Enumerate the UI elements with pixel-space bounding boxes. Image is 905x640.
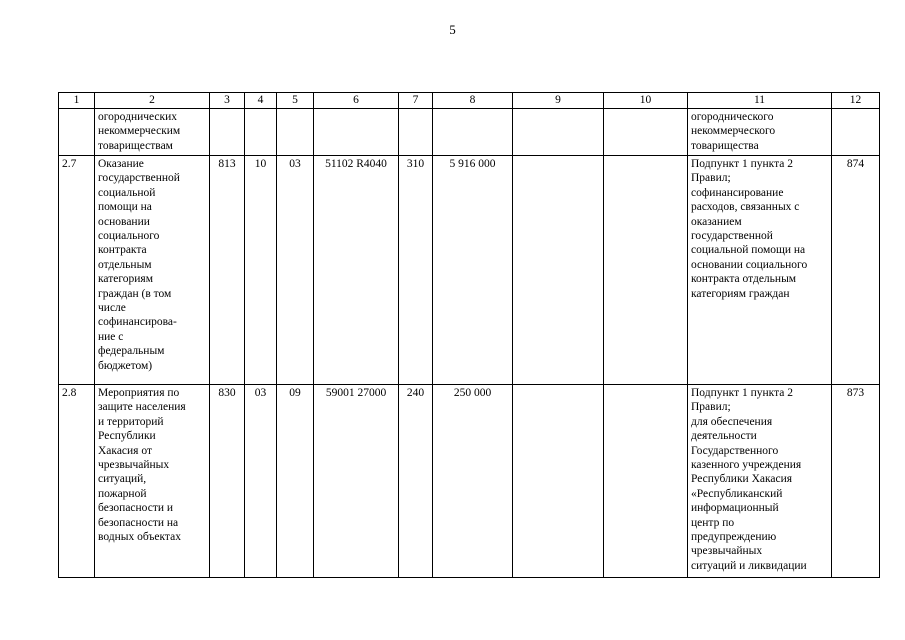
row-col8: 5 916 000 [433, 156, 513, 385]
row-col6: 51102 R4040 [314, 156, 399, 385]
row-col7: 240 [399, 385, 433, 578]
cont-cell-name: огороднических некоммерческим товариществам [95, 109, 210, 156]
col-header-4: 4 [245, 93, 277, 109]
cont-cell-4 [245, 109, 277, 156]
cont-cell-8 [433, 109, 513, 156]
row-col3: 813 [210, 156, 245, 385]
col-header-7: 7 [399, 93, 433, 109]
row-col9 [513, 156, 604, 385]
row-col8: 250 000 [433, 385, 513, 578]
table-row [59, 385, 880, 578]
cont-cell-basis: огороднического некоммерческого товарищества [688, 109, 832, 156]
col-header-3: 3 [210, 93, 245, 109]
cont-cell-12 [832, 109, 880, 156]
row-col7: 310 [399, 156, 433, 385]
page-number: 5 [449, 22, 456, 37]
col-header-12: 12 [832, 93, 880, 109]
cont-cell-7 [399, 109, 433, 156]
row-col6: 59001 27000 [314, 385, 399, 578]
row-col12: 873 [832, 385, 880, 578]
row-col10 [604, 156, 688, 385]
row-col4: 10 [245, 156, 277, 385]
row-basis: Подпункт 1 пункта 2 Правил; софинансирование расходов, связанных с оказанием государственной социальной помощи на основании социального контракта отдельным категориям граждан [688, 156, 832, 385]
row-number: 2.8 [59, 385, 95, 578]
row-col10 [604, 385, 688, 578]
col-header-11: 11 [688, 93, 832, 109]
col-header-5: 5 [277, 93, 314, 109]
row-col4: 03 [245, 385, 277, 578]
row-col5: 03 [277, 156, 314, 385]
continuation-row [59, 109, 880, 156]
cont-cell-1 [59, 109, 95, 156]
cont-cell-10 [604, 109, 688, 156]
cont-cell-3 [210, 109, 245, 156]
row-name: Оказание государственной социальной помощи на основании социального контракта отдельным категориям граждан (в том числе софинансирова- ние с федеральным бюджетом) [95, 156, 210, 385]
row-number: 2.7 [59, 156, 95, 385]
table-row [59, 156, 880, 385]
col-header-8: 8 [433, 93, 513, 109]
cont-cell-5 [277, 109, 314, 156]
cont-cell-6 [314, 109, 399, 156]
budget-table [58, 92, 880, 578]
header-row [59, 93, 880, 109]
row-col12: 874 [832, 156, 880, 385]
col-header-9: 9 [513, 93, 604, 109]
row-col9 [513, 385, 604, 578]
col-header-6: 6 [314, 93, 399, 109]
col-header-2: 2 [95, 93, 210, 109]
row-col3: 830 [210, 385, 245, 578]
row-col5: 09 [277, 385, 314, 578]
row-basis: Подпункт 1 пункта 2 Правил; для обеспечения деятельности Государственного казенного учреждения Республики Хакасия «Республиканский информационный центр по предупреждению чрезвычайных ситуаций и ликвидации [688, 385, 832, 578]
cont-cell-9 [513, 109, 604, 156]
row-name: Мероприятия по защите населения и территорий Республики Хакасия от чрезвычайных ситуаций, пожарной безопасности и безопасности на водных объектах [95, 385, 210, 578]
col-header-10: 10 [604, 93, 688, 109]
col-header-1: 1 [59, 93, 95, 109]
